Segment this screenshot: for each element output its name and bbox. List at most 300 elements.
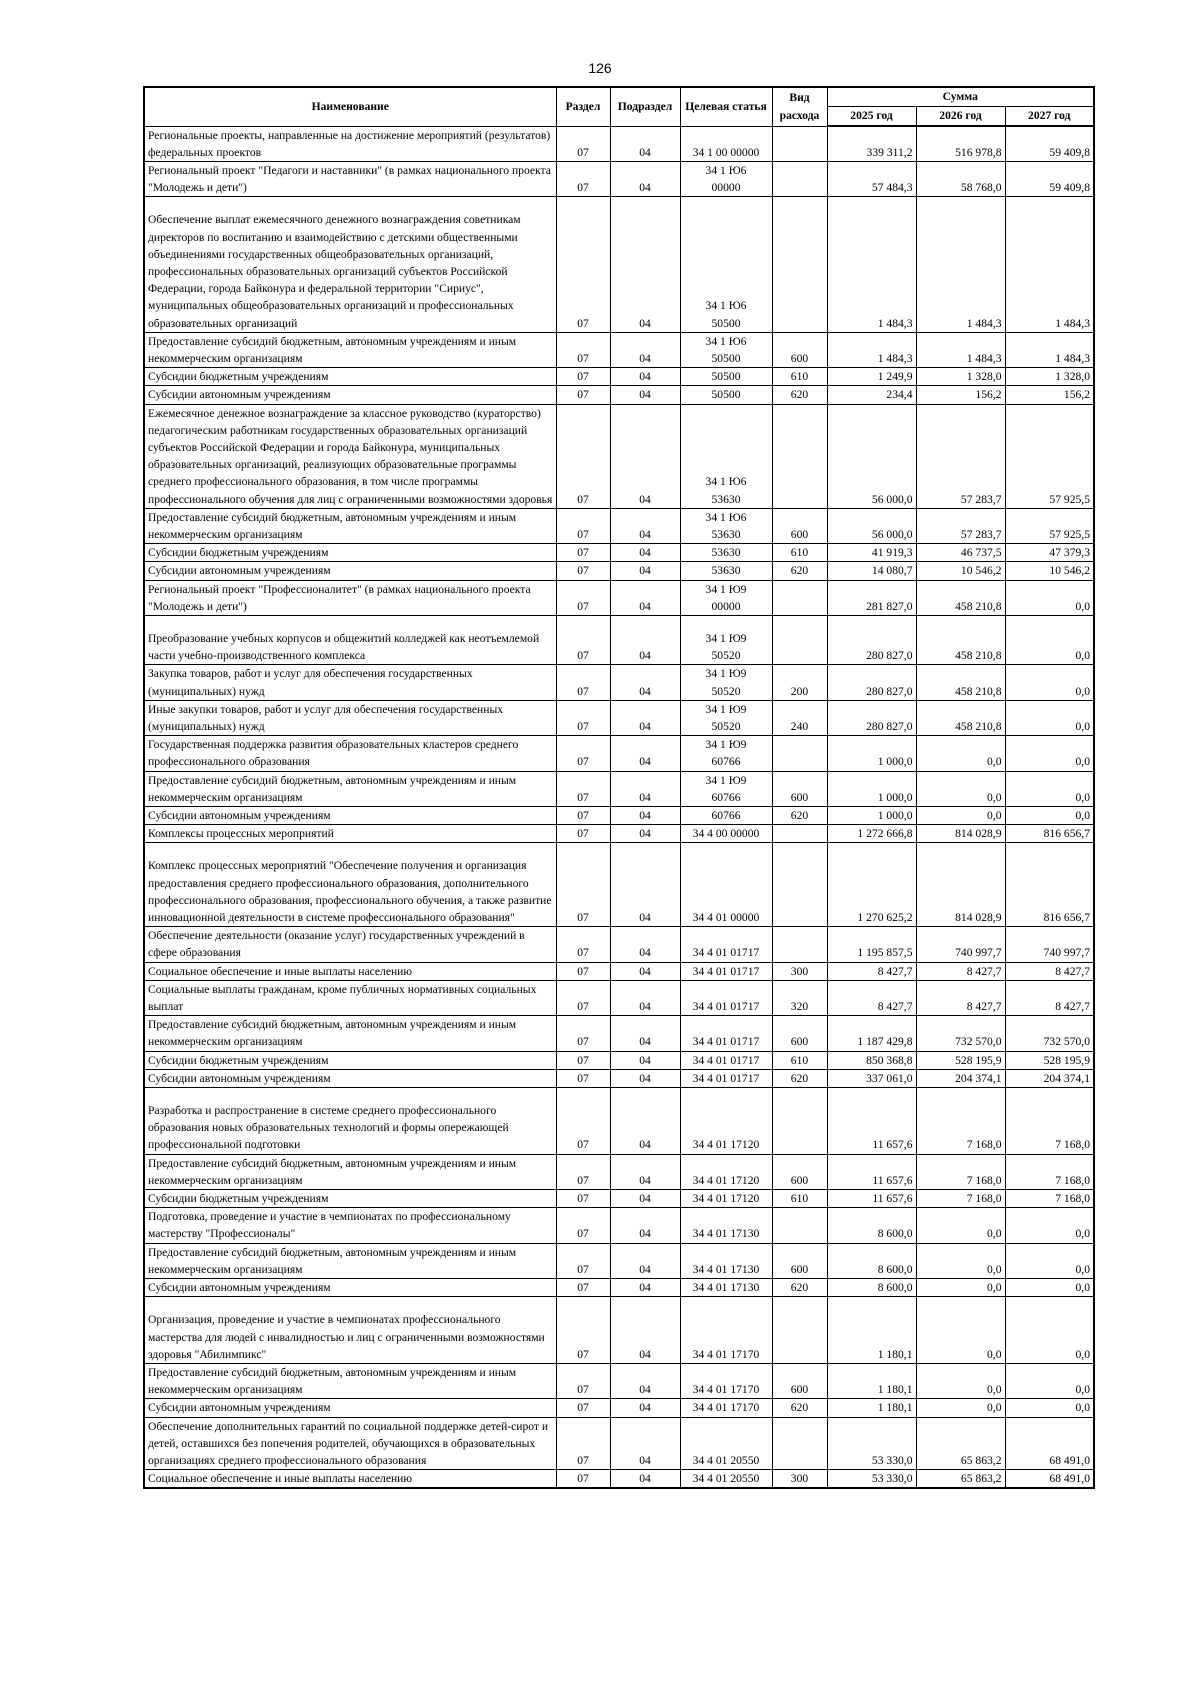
cell-sum-2027: 816 656,7 — [1005, 843, 1094, 927]
cell-expense-type: 620 — [772, 807, 827, 825]
cell-sum-2026: 57 283,7 — [916, 404, 1005, 508]
cell-name: Закупка товаров, работ и услуг для обеспечения государственных (муниципальных) нужд — [144, 665, 556, 700]
cell-sum-2027: 1 328,0 — [1005, 368, 1094, 386]
cell-sum-2026: 0,0 — [916, 1243, 1005, 1278]
cell-expense-type — [772, 197, 827, 332]
cell-sum-2025: 56 000,0 — [827, 404, 916, 508]
header-expense-type: Вид расхода — [772, 87, 827, 126]
cell-sum-2025: 281 827,0 — [827, 580, 916, 615]
cell-subsection: 04 — [610, 368, 680, 386]
cell-subsection: 04 — [610, 386, 680, 404]
cell-subsection: 04 — [610, 161, 680, 196]
cell-sum-2026: 46 737,5 — [916, 544, 1005, 562]
cell-sum-2027: 7 168,0 — [1005, 1190, 1094, 1208]
cell-sum-2025: 1 249,9 — [827, 368, 916, 386]
cell-sum-2025: 850 368,8 — [827, 1051, 916, 1069]
cell-section: 07 — [556, 962, 610, 980]
cell-sum-2025: 1 180,1 — [827, 1297, 916, 1364]
cell-sum-2025: 1 272 666,8 — [827, 825, 916, 843]
cell-name: Ежемесячное денежное вознаграждение за классное руководство (кураторство) педагогическим работникам государственных образовательных организаций субъектов Российской Федерации и города Байконура, муниципальных образовательных организаций, реализующих образовательные программы среднего профессионального образования, в том числе программы профессионального обучения для лиц с ограниченными возможностями здоровья — [144, 404, 556, 508]
cell-section: 07 — [556, 1470, 610, 1489]
cell-sum-2025: 1 000,0 — [827, 771, 916, 806]
cell-section: 07 — [556, 700, 610, 735]
cell-expense-type: 610 — [772, 1051, 827, 1069]
cell-sum-2026: 528 195,9 — [916, 1051, 1005, 1069]
cell-expense-type: 610 — [772, 1190, 827, 1208]
cell-subsection: 04 — [610, 1470, 680, 1489]
cell-target-article: 34 4 00 00000 — [680, 825, 772, 843]
cell-subsection: 04 — [610, 1190, 680, 1208]
cell-expense-type — [772, 927, 827, 962]
cell-expense-type — [772, 736, 827, 771]
cell-subsection: 04 — [610, 1417, 680, 1470]
cell-subsection: 04 — [610, 1279, 680, 1297]
cell-target-article: 34 4 01 20550 — [680, 1417, 772, 1470]
cell-subsection: 04 — [610, 843, 680, 927]
cell-sum-2026: 458 210,8 — [916, 665, 1005, 700]
table-row — [144, 1279, 1094, 1297]
cell-expense-type: 600 — [772, 1363, 827, 1398]
cell-sum-2027: 68 491,0 — [1005, 1417, 1094, 1470]
cell-sum-2027: 740 997,7 — [1005, 927, 1094, 962]
cell-expense-type — [772, 580, 827, 615]
cell-name: Предоставление субсидий бюджетным, автономным учреждениям и иным некоммерческим организациям — [144, 771, 556, 806]
cell-subsection: 04 — [610, 771, 680, 806]
cell-name: Региональные проекты, направленные на достижение мероприятий (результатов) федеральных проектов — [144, 126, 556, 161]
cell-sum-2027: 0,0 — [1005, 1297, 1094, 1364]
cell-name: Обеспечение выплат ежемесячного денежного вознаграждения советникам директоров по воспитанию и взаимодействию с детскими общественными объединениями государственных общеобразовательных организаций, профессиональных образовательных организаций субъектов Российской Федерации, города Байконура и федеральной территории "Сириус", муниципальных общеобразовательных организаций и профессиональных образовательных организаций — [144, 197, 556, 332]
cell-name: Комплекс процессных мероприятий "Обеспечение получения и организация предоставления среднего профессионального образования, дополнительного профессионального образования, профессионального обучения, а также развитие инновационной деятельности в системе профессионального образования" — [144, 843, 556, 927]
cell-section: 07 — [556, 386, 610, 404]
cell-sum-2026: 458 210,8 — [916, 700, 1005, 735]
cell-subsection: 04 — [610, 980, 680, 1015]
cell-sum-2027: 8 427,7 — [1005, 962, 1094, 980]
cell-expense-type: 600 — [772, 332, 827, 367]
table-row — [144, 386, 1094, 404]
cell-subsection: 04 — [610, 736, 680, 771]
cell-sum-2027: 816 656,7 — [1005, 825, 1094, 843]
cell-sum-2027: 528 195,9 — [1005, 1051, 1094, 1069]
table-row — [144, 843, 1094, 927]
cell-name: Предоставление субсидий бюджетным, автономным учреждениям и иным некоммерческим организациям — [144, 1363, 556, 1398]
cell-subsection: 04 — [610, 807, 680, 825]
cell-target-article: 34 4 01 01717 — [680, 1069, 772, 1087]
cell-target-article: 34 4 01 00000 — [680, 843, 772, 927]
cell-name: Субсидии бюджетным учреждениям — [144, 1190, 556, 1208]
cell-sum-2026: 0,0 — [916, 807, 1005, 825]
header-subsection: Подраздел — [610, 87, 680, 126]
cell-section: 07 — [556, 843, 610, 927]
cell-sum-2027: 0,0 — [1005, 1399, 1094, 1417]
cell-subsection: 04 — [610, 665, 680, 700]
cell-target-article: 34 4 01 20550 — [680, 1470, 772, 1489]
cell-expense-type: 620 — [772, 386, 827, 404]
cell-target-article: 34 4 01 01717 — [680, 1016, 772, 1051]
cell-sum-2025: 1 195 857,5 — [827, 927, 916, 962]
cell-target-article: 34 1 Ю9 50520 — [680, 665, 772, 700]
cell-sum-2026: 8 427,7 — [916, 962, 1005, 980]
table-row — [144, 368, 1094, 386]
cell-sum-2026: 0,0 — [916, 771, 1005, 806]
table-row — [144, 1470, 1094, 1489]
cell-name: Государственная поддержка развития образовательных кластеров среднего профессионального образования — [144, 736, 556, 771]
cell-expense-type — [772, 1208, 827, 1243]
cell-target-article: 34 4 01 17170 — [680, 1363, 772, 1398]
cell-target-article: 34 1 Ю6 50500 — [680, 332, 772, 367]
cell-sum-2027: 0,0 — [1005, 1208, 1094, 1243]
cell-target-article: 34 1 Ю9 00000 — [680, 580, 772, 615]
cell-section: 07 — [556, 197, 610, 332]
cell-subsection: 04 — [610, 404, 680, 508]
table-row — [144, 615, 1094, 664]
cell-subsection: 04 — [610, 927, 680, 962]
cell-section: 07 — [556, 1297, 610, 1364]
table-row — [144, 927, 1094, 962]
cell-sum-2027: 0,0 — [1005, 580, 1094, 615]
cell-sum-2027: 57 925,5 — [1005, 404, 1094, 508]
cell-subsection: 04 — [610, 1051, 680, 1069]
table-row — [144, 126, 1094, 161]
cell-expense-type: 600 — [772, 1016, 827, 1051]
table-row — [144, 980, 1094, 1015]
cell-expense-type: 300 — [772, 962, 827, 980]
cell-subsection: 04 — [610, 1399, 680, 1417]
cell-sum-2027: 732 570,0 — [1005, 1016, 1094, 1051]
cell-sum-2027: 0,0 — [1005, 771, 1094, 806]
cell-subsection: 04 — [610, 332, 680, 367]
cell-sum-2025: 1 484,3 — [827, 197, 916, 332]
cell-expense-type — [772, 161, 827, 196]
cell-sum-2027: 68 491,0 — [1005, 1470, 1094, 1489]
cell-sum-2025: 8 600,0 — [827, 1279, 916, 1297]
cell-name: Субсидии автономным учреждениям — [144, 1069, 556, 1087]
cell-target-article: 34 1 Ю6 00000 — [680, 161, 772, 196]
cell-sum-2026: 7 168,0 — [916, 1088, 1005, 1155]
cell-section: 07 — [556, 544, 610, 562]
cell-sum-2025: 280 827,0 — [827, 665, 916, 700]
cell-subsection: 04 — [610, 508, 680, 543]
table-row — [144, 825, 1094, 843]
cell-sum-2027: 59 409,8 — [1005, 161, 1094, 196]
cell-expense-type: 600 — [772, 771, 827, 806]
cell-target-article: 53630 — [680, 562, 772, 580]
cell-section: 07 — [556, 1190, 610, 1208]
table-row — [144, 1154, 1094, 1189]
cell-target-article: 34 1 00 00000 — [680, 126, 772, 161]
cell-name: Организация, проведение и участие в чемпионатах профессионального мастерства для людей с инвалидностью и лиц с ограниченными возможностями здоровья "Абилимпикс" — [144, 1297, 556, 1364]
cell-sum-2027: 7 168,0 — [1005, 1088, 1094, 1155]
cell-sum-2025: 11 657,6 — [827, 1088, 916, 1155]
header-year-2025: 2025 год — [827, 107, 916, 127]
cell-expense-type — [772, 1417, 827, 1470]
cell-sum-2025: 11 657,6 — [827, 1190, 916, 1208]
table-body — [144, 126, 1094, 1488]
budget-table — [143, 86, 1095, 1489]
table-row — [144, 197, 1094, 332]
cell-expense-type: 620 — [772, 562, 827, 580]
cell-section: 07 — [556, 1154, 610, 1189]
cell-section: 07 — [556, 404, 610, 508]
table-row — [144, 1088, 1094, 1155]
cell-expense-type — [772, 825, 827, 843]
cell-section: 07 — [556, 1051, 610, 1069]
cell-sum-2027: 0,0 — [1005, 736, 1094, 771]
cell-expense-type: 600 — [772, 1154, 827, 1189]
table-row — [144, 404, 1094, 508]
table-row — [144, 1016, 1094, 1051]
cell-sum-2026: 65 863,2 — [916, 1417, 1005, 1470]
cell-sum-2025: 14 080,7 — [827, 562, 916, 580]
cell-section: 07 — [556, 927, 610, 962]
cell-subsection: 04 — [610, 1088, 680, 1155]
cell-sum-2025: 234,4 — [827, 386, 916, 404]
cell-sum-2026: 814 028,9 — [916, 825, 1005, 843]
cell-section: 07 — [556, 126, 610, 161]
cell-target-article: 34 4 01 01717 — [680, 927, 772, 962]
cell-subsection: 04 — [610, 615, 680, 664]
cell-sum-2027: 0,0 — [1005, 700, 1094, 735]
cell-target-article: 34 1 Ю9 60766 — [680, 771, 772, 806]
cell-name: Социальные выплаты гражданам, кроме публичных нормативных социальных выплат — [144, 980, 556, 1015]
cell-sum-2027: 47 379,3 — [1005, 544, 1094, 562]
cell-target-article: 34 4 01 17120 — [680, 1088, 772, 1155]
cell-section: 07 — [556, 1069, 610, 1087]
cell-target-article: 34 1 Ю9 50520 — [680, 615, 772, 664]
cell-sum-2026: 740 997,7 — [916, 927, 1005, 962]
cell-sum-2026: 458 210,8 — [916, 580, 1005, 615]
cell-sum-2026: 1 484,3 — [916, 332, 1005, 367]
cell-expense-type — [772, 1297, 827, 1364]
cell-subsection: 04 — [610, 544, 680, 562]
cell-expense-type: 240 — [772, 700, 827, 735]
cell-target-article: 34 4 01 17130 — [680, 1279, 772, 1297]
cell-subsection: 04 — [610, 825, 680, 843]
cell-sum-2025: 41 919,3 — [827, 544, 916, 562]
cell-expense-type — [772, 615, 827, 664]
table-row — [144, 544, 1094, 562]
cell-sum-2026: 58 768,0 — [916, 161, 1005, 196]
cell-sum-2025: 1 000,0 — [827, 807, 916, 825]
table-row — [144, 736, 1094, 771]
cell-sum-2027: 8 427,7 — [1005, 980, 1094, 1015]
cell-target-article: 60766 — [680, 807, 772, 825]
table-row — [144, 807, 1094, 825]
header-year-2026: 2026 год — [916, 107, 1005, 127]
cell-name: Предоставление субсидий бюджетным, автономным учреждениям и иным некоммерческим организациям — [144, 332, 556, 367]
cell-name: Подготовка, проведение и участие в чемпионатах по профессиональному мастерству "Профессионалы" — [144, 1208, 556, 1243]
cell-expense-type — [772, 1088, 827, 1155]
cell-target-article: 34 1 Ю9 60766 — [680, 736, 772, 771]
cell-expense-type: 620 — [772, 1399, 827, 1417]
cell-target-article: 34 4 01 17120 — [680, 1190, 772, 1208]
cell-sum-2026: 65 863,2 — [916, 1470, 1005, 1489]
cell-sum-2025: 280 827,0 — [827, 615, 916, 664]
cell-sum-2025: 1 180,1 — [827, 1399, 916, 1417]
cell-sum-2025: 339 311,2 — [827, 126, 916, 161]
cell-sum-2026: 0,0 — [916, 736, 1005, 771]
cell-name: Социальное обеспечение и иные выплаты населению — [144, 1470, 556, 1489]
cell-name: Предоставление субсидий бюджетным, автономным учреждениям и иным некоммерческим организациям — [144, 1016, 556, 1051]
cell-section: 07 — [556, 508, 610, 543]
cell-subsection: 04 — [610, 1016, 680, 1051]
header-name: Наименование — [144, 87, 556, 126]
cell-name: Субсидии автономным учреждениям — [144, 1279, 556, 1297]
cell-name: Субсидии автономным учреждениям — [144, 562, 556, 580]
cell-sum-2025: 337 061,0 — [827, 1069, 916, 1087]
cell-target-article: 34 4 01 17170 — [680, 1399, 772, 1417]
cell-sum-2025: 56 000,0 — [827, 508, 916, 543]
cell-target-article: 34 1 Ю6 53630 — [680, 404, 772, 508]
cell-sum-2026: 1 484,3 — [916, 197, 1005, 332]
table-header — [144, 87, 1094, 126]
cell-section: 07 — [556, 1363, 610, 1398]
table-row — [144, 332, 1094, 367]
cell-target-article: 34 4 01 17130 — [680, 1243, 772, 1278]
table-row — [144, 1363, 1094, 1398]
cell-section: 07 — [556, 161, 610, 196]
cell-subsection: 04 — [610, 700, 680, 735]
table-row — [144, 1051, 1094, 1069]
cell-section: 07 — [556, 665, 610, 700]
cell-sum-2026: 0,0 — [916, 1208, 1005, 1243]
cell-sum-2025: 1 000,0 — [827, 736, 916, 771]
cell-name: Субсидии бюджетным учреждениям — [144, 544, 556, 562]
cell-sum-2025: 8 427,7 — [827, 980, 916, 1015]
page-number: 126 — [588, 60, 612, 76]
cell-subsection: 04 — [610, 1154, 680, 1189]
cell-section: 07 — [556, 1399, 610, 1417]
cell-name: Преобразование учебных корпусов и общежитий колледжей как неотъемлемой части учебно-производственного комплекса — [144, 615, 556, 664]
cell-name: Региональный проект "Профессионалитет" (в рамках национального проекта "Молодежь и дети") — [144, 580, 556, 615]
cell-sum-2027: 156,2 — [1005, 386, 1094, 404]
cell-sum-2026: 814 028,9 — [916, 843, 1005, 927]
cell-expense-type: 610 — [772, 368, 827, 386]
table-row — [144, 962, 1094, 980]
cell-name: Комплексы процессных мероприятий — [144, 825, 556, 843]
cell-sum-2026: 516 978,8 — [916, 126, 1005, 161]
table-row — [144, 771, 1094, 806]
cell-subsection: 04 — [610, 197, 680, 332]
table-row — [144, 1069, 1094, 1087]
cell-name: Субсидии автономным учреждениям — [144, 1399, 556, 1417]
cell-expense-type: 600 — [772, 508, 827, 543]
cell-target-article: 34 4 01 17170 — [680, 1297, 772, 1364]
cell-subsection: 04 — [610, 562, 680, 580]
cell-target-article: 50500 — [680, 368, 772, 386]
cell-name: Предоставление субсидий бюджетным, автономным учреждениям и иным некоммерческим организациям — [144, 508, 556, 543]
cell-sum-2026: 7 168,0 — [916, 1190, 1005, 1208]
cell-sum-2026: 458 210,8 — [916, 615, 1005, 664]
cell-sum-2027: 10 546,2 — [1005, 562, 1094, 580]
table-row — [144, 700, 1094, 735]
table-row — [144, 1297, 1094, 1364]
cell-target-article: 34 4 01 17130 — [680, 1208, 772, 1243]
cell-name: Социальное обеспечение и иные выплаты населению — [144, 962, 556, 980]
cell-target-article: 50500 — [680, 386, 772, 404]
cell-section: 07 — [556, 807, 610, 825]
cell-name: Субсидии автономным учреждениям — [144, 807, 556, 825]
cell-expense-type: 610 — [772, 544, 827, 562]
cell-sum-2026: 0,0 — [916, 1279, 1005, 1297]
cell-sum-2027: 0,0 — [1005, 615, 1094, 664]
cell-sum-2027: 0,0 — [1005, 1243, 1094, 1278]
header-year-2027: 2027 год — [1005, 107, 1094, 127]
cell-expense-type: 600 — [772, 1243, 827, 1278]
table-row — [144, 1417, 1094, 1470]
cell-subsection: 04 — [610, 1363, 680, 1398]
cell-sum-2025: 1 187 429,8 — [827, 1016, 916, 1051]
cell-name: Субсидии бюджетным учреждениям — [144, 368, 556, 386]
cell-sum-2027: 204 374,1 — [1005, 1069, 1094, 1087]
cell-expense-type — [772, 843, 827, 927]
cell-sum-2027: 7 168,0 — [1005, 1154, 1094, 1189]
cell-section: 07 — [556, 562, 610, 580]
cell-sum-2026: 204 374,1 — [916, 1069, 1005, 1087]
cell-name: Разработка и распространение в системе среднего профессионального образования новых образовательных технологий и формы опережающей профессиональной подготовки — [144, 1088, 556, 1155]
cell-name: Предоставление субсидий бюджетным, автономным учреждениям и иным некоммерческим организациям — [144, 1243, 556, 1278]
cell-section: 07 — [556, 368, 610, 386]
table-row — [144, 161, 1094, 196]
cell-target-article: 34 1 Ю6 53630 — [680, 508, 772, 543]
cell-sum-2027: 1 484,3 — [1005, 332, 1094, 367]
cell-sum-2025: 53 330,0 — [827, 1470, 916, 1489]
cell-target-article: 34 1 Ю6 50500 — [680, 197, 772, 332]
cell-sum-2026: 156,2 — [916, 386, 1005, 404]
cell-sum-2025: 11 657,6 — [827, 1154, 916, 1189]
cell-sum-2025: 8 600,0 — [827, 1208, 916, 1243]
table-row — [144, 1399, 1094, 1417]
cell-sum-2025: 1 484,3 — [827, 332, 916, 367]
cell-sum-2025: 1 180,1 — [827, 1363, 916, 1398]
cell-section: 07 — [556, 580, 610, 615]
cell-sum-2027: 0,0 — [1005, 1279, 1094, 1297]
cell-section: 07 — [556, 1243, 610, 1278]
table-row — [144, 1190, 1094, 1208]
cell-expense-type — [772, 404, 827, 508]
cell-sum-2026: 57 283,7 — [916, 508, 1005, 543]
table-row — [144, 580, 1094, 615]
header-target-article: Целевая статья — [680, 87, 772, 126]
cell-sum-2025: 8 427,7 — [827, 962, 916, 980]
cell-subsection: 04 — [610, 580, 680, 615]
cell-subsection: 04 — [610, 1297, 680, 1364]
cell-sum-2025: 57 484,3 — [827, 161, 916, 196]
cell-sum-2025: 8 600,0 — [827, 1243, 916, 1278]
cell-expense-type: 620 — [772, 1069, 827, 1087]
cell-target-article: 34 4 01 01717 — [680, 1051, 772, 1069]
cell-subsection: 04 — [610, 962, 680, 980]
cell-sum-2026: 732 570,0 — [916, 1016, 1005, 1051]
cell-sum-2027: 0,0 — [1005, 665, 1094, 700]
cell-section: 07 — [556, 1016, 610, 1051]
cell-section: 07 — [556, 615, 610, 664]
cell-sum-2026: 7 168,0 — [916, 1154, 1005, 1189]
cell-expense-type: 200 — [772, 665, 827, 700]
cell-section: 07 — [556, 1088, 610, 1155]
cell-name: Иные закупки товаров, работ и услуг для обеспечения государственных (муниципальных) нужд — [144, 700, 556, 735]
cell-section: 07 — [556, 771, 610, 806]
cell-expense-type — [772, 126, 827, 161]
cell-target-article: 34 1 Ю9 50520 — [680, 700, 772, 735]
cell-target-article: 34 4 01 01717 — [680, 962, 772, 980]
table-row — [144, 665, 1094, 700]
cell-sum-2027: 57 925,5 — [1005, 508, 1094, 543]
table-row — [144, 508, 1094, 543]
cell-target-article: 34 4 01 17120 — [680, 1154, 772, 1189]
cell-sum-2027: 0,0 — [1005, 807, 1094, 825]
cell-section: 07 — [556, 980, 610, 1015]
cell-expense-type: 620 — [772, 1279, 827, 1297]
